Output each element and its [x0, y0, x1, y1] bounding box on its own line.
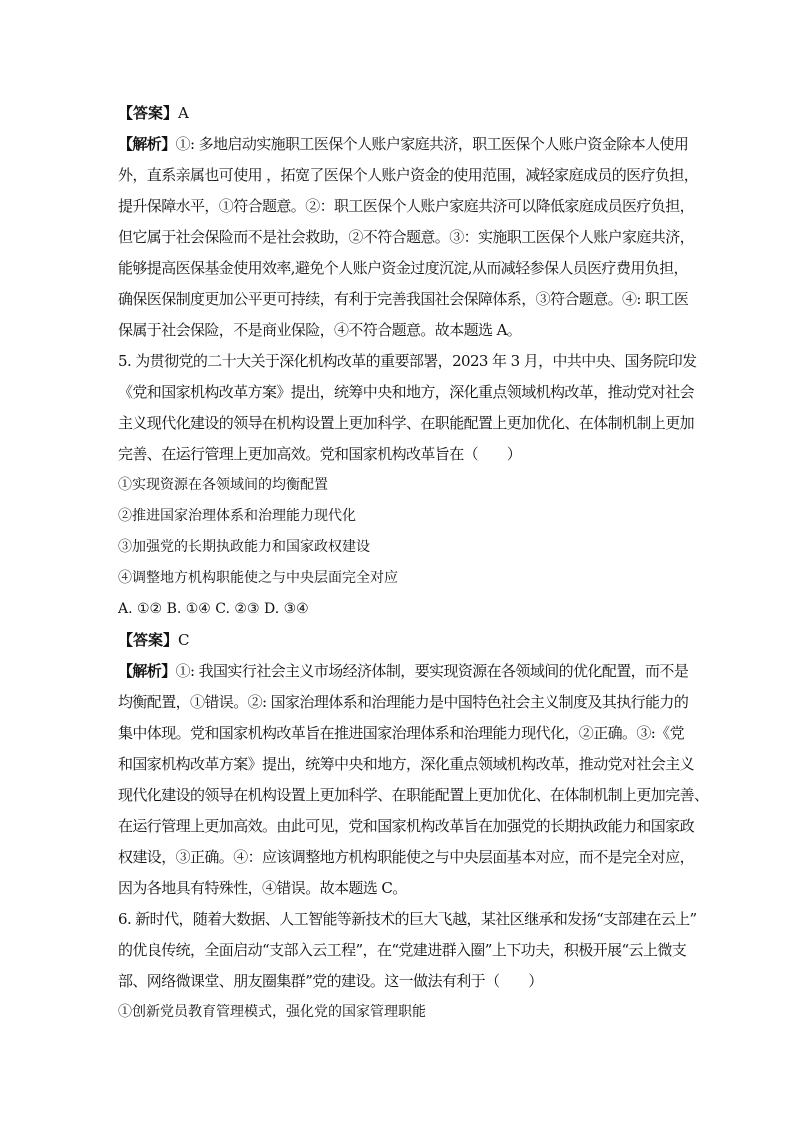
text-line: 权建设，③正确。④：应该调整地方机构职能使之与中央层面基本对应，而不是完全对应， — [118, 848, 695, 866]
analysis-text: ①: 多地启动实施职工医保个人账户家庭共济，职工医保个人账户资金除本人使用 — [175, 135, 689, 153]
analysis-tag: 【解析】 — [118, 662, 176, 680]
choice-options: A. ①② B. ①④ C. ②③ D. ③④ — [118, 601, 309, 617]
text-line: 《党和国家机构改革方案》提出，统筹中央和地方，深化重点领域机构改革，推动党对社会 — [118, 383, 695, 401]
text-line: 保属于社会保险，不是商业保险，④不符合题意。故本题选 A。 — [118, 321, 522, 339]
answer-line — [118, 625, 688, 656]
text-line: 确保医保制度更加公平更可持续，有利于完善我国社会保障体系，③符合题意。④: 职工医 — [118, 290, 689, 308]
answer-tag: 【答案】 — [118, 104, 179, 122]
answer-value: C — [178, 631, 190, 649]
answer-line — [118, 98, 688, 129]
answer-tag: 【答案】 — [118, 631, 179, 649]
statement-option: ①实现资源在各领域间的均衡配置 — [118, 477, 328, 493]
statement-option: ②推进国家治理体系和治理能力现代化 — [118, 508, 356, 524]
text-line: 的优良传统，全面启动“支部入云工程”，在“党建进群入圈”上下功夫，积极开展“云上微支 — [118, 941, 687, 959]
answer-value: A — [178, 104, 189, 122]
statement-option: ③加强党的长期执政能力和国家政权建设 — [118, 539, 370, 555]
text-line: 均衡配置，①错误。②: 国家治理体系和治理能力是中国特色社会主义制度及其执行能力的 — [118, 693, 689, 711]
question-5-stem: 5. 为贯彻党的二十大关于深化机构改革的重要部署，2023 年 3 月，中共中央、国务院印发 — [118, 352, 697, 370]
analysis-tag: 【解析】 — [118, 135, 176, 153]
text-line: 集中体现。党和国家机构改革旨在推进国家治理体系和治理能力现代化，②正确。③:《党 — [118, 724, 685, 742]
question-6-stem: 6. 新时代，随着大数据、人工智能等新技术的巨大飞越，某社区继承和发扬“支部建在云上” — [118, 910, 697, 928]
analysis-line — [118, 656, 688, 687]
text-line: 完善、在运行管理上更加高效。党和国家机构改革旨在（ ） — [118, 445, 522, 463]
text-line: 能够提高医保基金使用效率,避免个人账户资金过度沉淀,从而减轻参保人员医疗费用负担， — [118, 259, 688, 277]
text-line: 和国家机构改革方案》提出，统筹中央和地方，深化重点领域机构改革，推动党对社会主义 — [118, 755, 695, 773]
analysis-text: ①: 我国实行社会主义市场经济体制，要实现资源在各领域间的优化配置，而不是 — [175, 662, 689, 680]
statement-option: ④调整地方机构职能使之与中央层面完全对应 — [118, 570, 398, 586]
text-line: 提升保障水平，①符合题意。②：职工医保个人账户家庭共济可以降低家庭成员医疗负担， — [118, 197, 695, 215]
text-line: 部、网络微课堂、朋友圈集群”党的建设。这一做法有利于（ ） — [118, 972, 543, 990]
text-line: 因为各地具有特殊性，④错误。故本题选 C。 — [118, 879, 407, 897]
statement-option: ①创新党员教育管理模式，强化党的国家管理职能 — [118, 1004, 426, 1020]
text-line: 但它属于社会保险而不是社会救助，②不符合题意。③：实施职工医保个人账户家庭共济， — [118, 228, 695, 246]
text-line: 在运行管理上更加高效。由此可见，党和国家机构改革旨在加强党的长期执政能力和国家政 — [118, 817, 695, 835]
document-body — [118, 98, 709, 1028]
text-line: 外，直系亲属也可使用 ，拓宽了医保个人账户资金的使用范围，减轻家庭成员的医疗负担， — [118, 166, 699, 184]
text-line: 主义现代化建设的领导在机构设置上更加科学、在职能配置上更加优化、在体制机制上更加 — [118, 414, 695, 432]
analysis-line — [118, 129, 688, 160]
text-line: 现代化建设的领导在机构设置上更加科学、在职能配置上更加优化、在体制机制上更加完善、 — [118, 786, 709, 804]
